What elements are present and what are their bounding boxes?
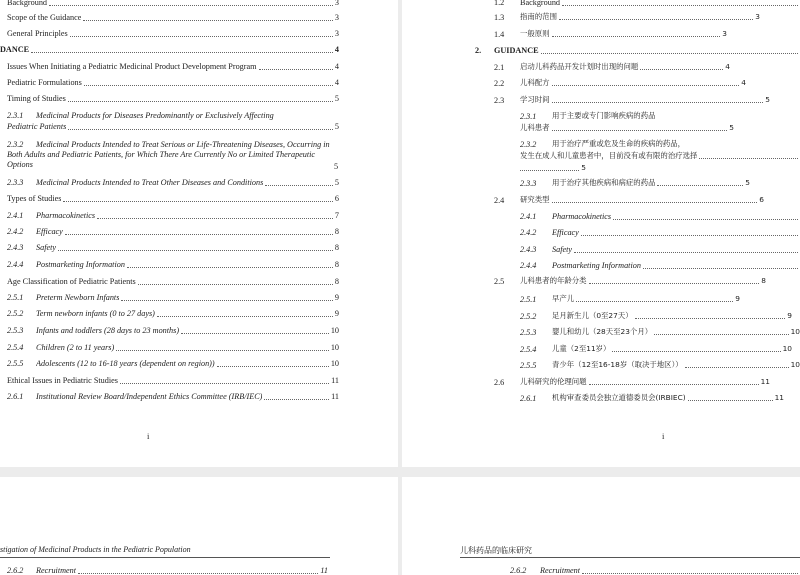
toc-entry[interactable]: 用于主要或专门影响疾病的药品 (552, 111, 656, 120)
toc-page-english (0, 0, 398, 467)
toc-number: 2.3.1 (520, 112, 537, 121)
toc-entry-continued[interactable]: 儿科患者 5 (520, 123, 734, 132)
toc-page-number: 5 (334, 162, 339, 171)
running-header: stigation of Medicinal Products in the Pediatric Population (0, 545, 191, 554)
toc-number: 2.6 (494, 378, 505, 387)
toc-entry[interactable]: Background (520, 0, 800, 8)
toc-entry[interactable]: 用于治疗严重或危及生命的疾病的药品， (552, 139, 686, 148)
toc-entry[interactable]: Preterm Newborn Infants 9 (36, 293, 339, 302)
header-rule (460, 557, 800, 558)
toc-number: 2.4.4 (7, 260, 24, 269)
toc-entry[interactable]: Infants and toddlers (28 days to 23 months) 10 (36, 326, 339, 335)
toc-number: 1.4 (494, 30, 505, 39)
toc-entry[interactable]: 婴儿和幼儿（28天至23个月） 10 (552, 327, 800, 336)
toc-entry[interactable]: 儿科配方 4 (520, 78, 746, 87)
toc-number: 2.4.1 (7, 211, 24, 220)
toc-entry[interactable]: 研究类型 6 (520, 195, 764, 204)
toc-entry[interactable]: Ethical Issues in Pediatric Studies 11 (7, 376, 339, 385)
toc-number: 2.6.2 (510, 566, 527, 575)
toc-entry[interactable]: Pharmacokinetics 7 (36, 211, 339, 220)
toc-entry[interactable]: 启动儿科药品开发计划时出现的问题 4 (520, 62, 730, 71)
toc-entry[interactable]: 用于治疗其他疾病和病症的药品 5 (552, 178, 750, 187)
toc-number: 2.4 (494, 196, 505, 205)
toc-entry[interactable]: 青少年（12至16-18岁（取决于地区）） 10 (552, 360, 800, 369)
toc-number: 2.5.5 (7, 359, 24, 368)
toc-entry[interactable]: Pharmacokinetics (552, 212, 800, 222)
toc-entry[interactable]: 足月新生儿（0至27天） 9 (552, 311, 792, 320)
toc-number: 2.5.2 (520, 312, 537, 321)
toc-number: 2.5 (494, 277, 505, 286)
toc-entry[interactable]: Pediatric Formulations 4 (7, 78, 339, 87)
toc-entry[interactable]: 早产儿 9 (552, 294, 740, 303)
toc-entry[interactable]: Medicinal Products for Diseases Predominantly or Exclusively Affecting (36, 111, 274, 120)
toc-number: 2.5.4 (520, 345, 537, 354)
toc-number: 2.3.3 (7, 178, 24, 187)
toc-entry-continued[interactable]: Pediatric Patients 5 (7, 122, 339, 131)
toc-entry[interactable]: Background 3 (7, 0, 339, 7)
toc-number: 2.1 (494, 63, 505, 72)
toc-number: 2.4.4 (520, 261, 537, 270)
toc-section-heading[interactable]: DANCE 4 (0, 45, 339, 54)
toc-number: 2.3.2 (7, 140, 24, 149)
toc-number: 2.4.2 (7, 227, 24, 236)
toc-entry[interactable]: Institutional Review Board/Independent Ethics Committee (IRB/IEC) 11 (36, 392, 339, 401)
toc-entry[interactable]: 儿科患者的年龄分类 8 (520, 276, 766, 285)
toc-number: 2. (475, 46, 482, 55)
toc-number: 2.2 (494, 79, 505, 88)
toc-number: 2.3.2 (520, 140, 537, 149)
toc-entry[interactable]: Postmarketing Information 8 (36, 260, 339, 269)
toc-entry[interactable]: 一般原则 3 (520, 29, 727, 38)
toc-number: 2.5.2 (7, 309, 24, 318)
toc-number: 2.6.1 (7, 392, 24, 401)
toc-number: 2.5.5 (520, 361, 537, 370)
toc-entry[interactable]: 儿科研究的伦理问题 11 (520, 377, 770, 386)
toc-number: 2.6.2 (7, 566, 24, 575)
toc-entry[interactable]: Postmarketing Information (552, 261, 800, 271)
toc-entry[interactable]: Efficacy 8 (36, 227, 339, 236)
page-number: i (147, 431, 150, 441)
toc-entry[interactable]: Types of Studies 6 (7, 194, 339, 203)
toc-entry[interactable]: Safety 8 (36, 243, 339, 252)
toc-number: 2.3.1 (7, 111, 24, 120)
toc-entry[interactable]: 学习时间 5 (520, 95, 770, 104)
toc-number: 2.5.3 (7, 326, 24, 335)
toc-entry[interactable]: Safety (552, 245, 800, 255)
toc-entry[interactable]: 儿童（2至11岁） 10 (552, 344, 792, 353)
toc-entry[interactable]: Age Classification of Pediatric Patients 8 (7, 277, 339, 286)
toc-number: 2.5.4 (7, 343, 24, 352)
toc-page-chinese (402, 0, 800, 467)
next-page-english (0, 477, 398, 575)
toc-number: 2.5.1 (520, 295, 537, 304)
page-number: i (662, 431, 665, 441)
toc-number: 2.4.3 (7, 243, 24, 252)
toc-entry[interactable]: Recruitment (540, 566, 800, 575)
toc-entry[interactable]: Issues When Initiating a Pediatric Medicinal Product Development Program 4 (7, 62, 339, 71)
toc-entry[interactable]: Recruitment 11 (36, 566, 328, 575)
toc-entry[interactable]: Children (2 to 11 years) 10 (36, 343, 339, 352)
toc-number: 2.3 (494, 96, 505, 105)
toc-number: 2.5.3 (520, 328, 537, 337)
toc-entry[interactable]: 机构审查委员会独立道德委员会(IRBIEC) 11 (552, 393, 784, 402)
toc-number: 2.4.3 (520, 245, 537, 254)
toc-number: 2.3.3 (520, 179, 537, 188)
toc-number: 2.6.1 (520, 394, 537, 403)
next-page-chinese (402, 477, 800, 575)
toc-entry[interactable]: Efficacy (552, 228, 800, 238)
toc-section-heading[interactable]: GUIDANCE (494, 46, 800, 56)
toc-entry[interactable]: Term newborn infants (0 to 27 days) 9 (36, 309, 339, 318)
toc-number: 1.3 (494, 13, 505, 22)
header-rule (0, 557, 330, 558)
toc-number: 1.2 (494, 0, 505, 7)
toc-entry[interactable]: Medicinal Products Intended to Treat Serious or Life-Threatening Diseases, Occurring in Both Adults and Pediatric Patients, for Which There Are Currently No or Limited Therapeutic Options (7, 140, 330, 169)
toc-entry[interactable]: General Principles 3 (7, 29, 339, 38)
toc-entry-continued[interactable]: 5 (520, 163, 586, 173)
toc-number: 2.5.1 (7, 293, 24, 302)
toc-entry[interactable]: Timing of Studies 5 (7, 94, 339, 103)
toc-entry-continued[interactable]: 发生在成人和儿童患者中，目前没有或有限的治疗选择 (520, 151, 800, 161)
running-header: 儿科药品的临床研究 (460, 546, 532, 555)
toc-number: 2.4.1 (520, 212, 537, 221)
toc-entry[interactable]: Scope of the Guidance 3 (7, 13, 339, 22)
toc-number: 2.4.2 (520, 228, 537, 237)
toc-entry[interactable]: Adolescents (12 to 16-18 years (dependent on region)) 10 (36, 359, 339, 368)
toc-entry[interactable]: Medicinal Products Intended to Treat Other Diseases and Conditions 5 (36, 178, 339, 187)
toc-entry[interactable]: 指南的范围 3 (520, 12, 760, 21)
